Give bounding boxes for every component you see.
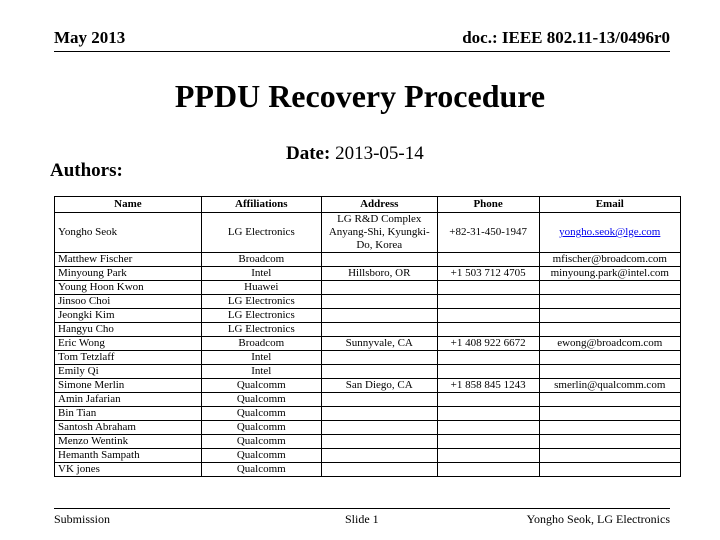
date-line <box>286 143 424 165</box>
name-cell: Hangyu Cho <box>55 323 202 337</box>
table-row <box>55 351 681 365</box>
table-row <box>55 309 681 323</box>
address-cell <box>321 407 437 421</box>
address-cell <box>321 309 437 323</box>
address-cell: LG R&D Complex Anyang-Shi, Kyungki-Do, Korea <box>321 213 437 253</box>
phone-cell <box>437 281 539 295</box>
column-header-phone: Phone <box>437 197 539 213</box>
table-row <box>55 323 681 337</box>
name-cell: Eric Wong <box>55 337 202 351</box>
address-cell <box>321 463 437 477</box>
address-cell: Sunnyvale, CA <box>321 337 437 351</box>
table-row <box>55 449 681 463</box>
footer-submission: Submission <box>54 512 111 526</box>
email-cell <box>539 351 680 365</box>
phone-cell <box>437 365 539 379</box>
affiliation-cell: Intel <box>201 267 321 281</box>
email-cell <box>539 323 680 337</box>
table-row <box>55 213 681 253</box>
name-cell: Minyoung Park <box>55 267 202 281</box>
affiliation-cell: LG Electronics <box>201 309 321 323</box>
email-cell <box>539 463 680 477</box>
affiliation-cell: Qualcomm <box>201 407 321 421</box>
name-cell: Menzo Wentink <box>55 435 202 449</box>
affiliation-cell: Qualcomm <box>201 393 321 407</box>
name-cell: Yongho Seok <box>55 213 202 253</box>
affiliation-cell: LG Electronics <box>201 213 321 253</box>
phone-cell <box>437 393 539 407</box>
affiliation-cell: Huawei <box>201 281 321 295</box>
phone-cell <box>437 351 539 365</box>
table-row <box>55 435 681 449</box>
address-cell <box>321 323 437 337</box>
name-cell: Jinsoo Choi <box>55 295 202 309</box>
name-cell: Young Hoon Kwon <box>55 281 202 295</box>
table-row <box>55 379 681 393</box>
phone-cell <box>437 253 539 267</box>
email-cell <box>539 281 680 295</box>
address-cell: Hillsboro, OR <box>321 267 437 281</box>
name-cell: Hemanth Sampath <box>55 449 202 463</box>
affiliation-cell: LG Electronics <box>201 323 321 337</box>
address-cell <box>321 253 437 267</box>
address-cell <box>321 393 437 407</box>
table-row <box>55 407 681 421</box>
phone-cell <box>437 421 539 435</box>
table-row <box>55 365 681 379</box>
table-header-row <box>55 197 681 213</box>
affiliation-cell: Qualcomm <box>201 463 321 477</box>
name-cell: Simone Merlin <box>55 379 202 393</box>
email-cell <box>539 295 680 309</box>
name-cell: Matthew Fischer <box>55 253 202 267</box>
phone-cell: +82-31-450-1947 <box>437 213 539 253</box>
slide-title: PPDU Recovery Procedure <box>174 78 546 114</box>
table-row <box>55 281 681 295</box>
footer-author: Yongho Seok, LG Electronics <box>526 512 670 526</box>
name-cell: Jeongki Kim <box>55 309 202 323</box>
email-cell <box>539 435 680 449</box>
affiliation-cell: Intel <box>201 365 321 379</box>
header-divider <box>54 51 670 52</box>
phone-cell: +1 503 712 4705 <box>437 267 539 281</box>
table-row <box>55 463 681 477</box>
email-cell <box>539 309 680 323</box>
affiliation-cell: Qualcomm <box>201 379 321 393</box>
email-cell: ewong@broadcom.com <box>539 337 680 351</box>
affiliation-cell: Intel <box>201 351 321 365</box>
phone-cell <box>437 309 539 323</box>
address-cell <box>321 281 437 295</box>
email-cell <box>539 421 680 435</box>
header-date: May 2013 <box>54 28 126 47</box>
affiliation-cell: Qualcomm <box>201 435 321 449</box>
header-doc-id: doc.: IEEE 802.11-13/0496r0 <box>462 28 670 47</box>
table-body <box>55 213 681 477</box>
address-cell <box>321 449 437 463</box>
address-cell <box>321 365 437 379</box>
date-value: 2013-05-14 <box>335 143 424 164</box>
footer-slide-number: Slide 1 <box>345 512 379 526</box>
affiliation-cell: LG Electronics <box>201 295 321 309</box>
authors-table <box>54 196 681 477</box>
address-cell <box>321 295 437 309</box>
name-cell: Santosh Abraham <box>55 421 202 435</box>
table-row <box>55 337 681 351</box>
phone-cell <box>437 295 539 309</box>
authors-heading: Authors: <box>50 160 123 181</box>
affiliation-cell: Broadcom <box>201 337 321 351</box>
address-cell: San Diego, CA <box>321 379 437 393</box>
phone-cell <box>437 435 539 449</box>
email-cell: mfischer@broadcom.com <box>539 253 680 267</box>
footer-divider <box>54 508 670 509</box>
email-cell <box>539 393 680 407</box>
name-cell: Amin Jafarian <box>55 393 202 407</box>
email-cell <box>539 365 680 379</box>
phone-cell <box>437 449 539 463</box>
table-row <box>55 421 681 435</box>
table-row <box>55 295 681 309</box>
address-cell <box>321 421 437 435</box>
column-header-affiliations: Affiliations <box>201 197 321 213</box>
column-header-address: Address <box>321 197 437 213</box>
email-cell: smerlin@qualcomm.com <box>539 379 680 393</box>
column-header-email: Email <box>539 197 680 213</box>
name-cell: Tom Tetzlaff <box>55 351 202 365</box>
date-label: Date: <box>286 143 331 164</box>
address-cell <box>321 435 437 449</box>
name-cell: Bin Tian <box>55 407 202 421</box>
table-row <box>55 253 681 267</box>
name-cell: Emily Qi <box>55 365 202 379</box>
phone-cell <box>437 407 539 421</box>
email-cell[interactable]: yongho.seok@lge.com <box>539 213 680 253</box>
affiliation-cell: Broadcom <box>201 253 321 267</box>
phone-cell <box>437 323 539 337</box>
table-row <box>55 267 681 281</box>
phone-cell: +1 858 845 1243 <box>437 379 539 393</box>
email-cell <box>539 449 680 463</box>
table-row <box>55 393 681 407</box>
affiliation-cell: Qualcomm <box>201 421 321 435</box>
phone-cell <box>437 463 539 477</box>
affiliation-cell: Qualcomm <box>201 449 321 463</box>
name-cell: VK jones <box>55 463 202 477</box>
address-cell <box>321 351 437 365</box>
phone-cell: +1 408 922 6672 <box>437 337 539 351</box>
email-cell <box>539 407 680 421</box>
email-cell: minyoung.park@intel.com <box>539 267 680 281</box>
column-header-name: Name <box>55 197 202 213</box>
